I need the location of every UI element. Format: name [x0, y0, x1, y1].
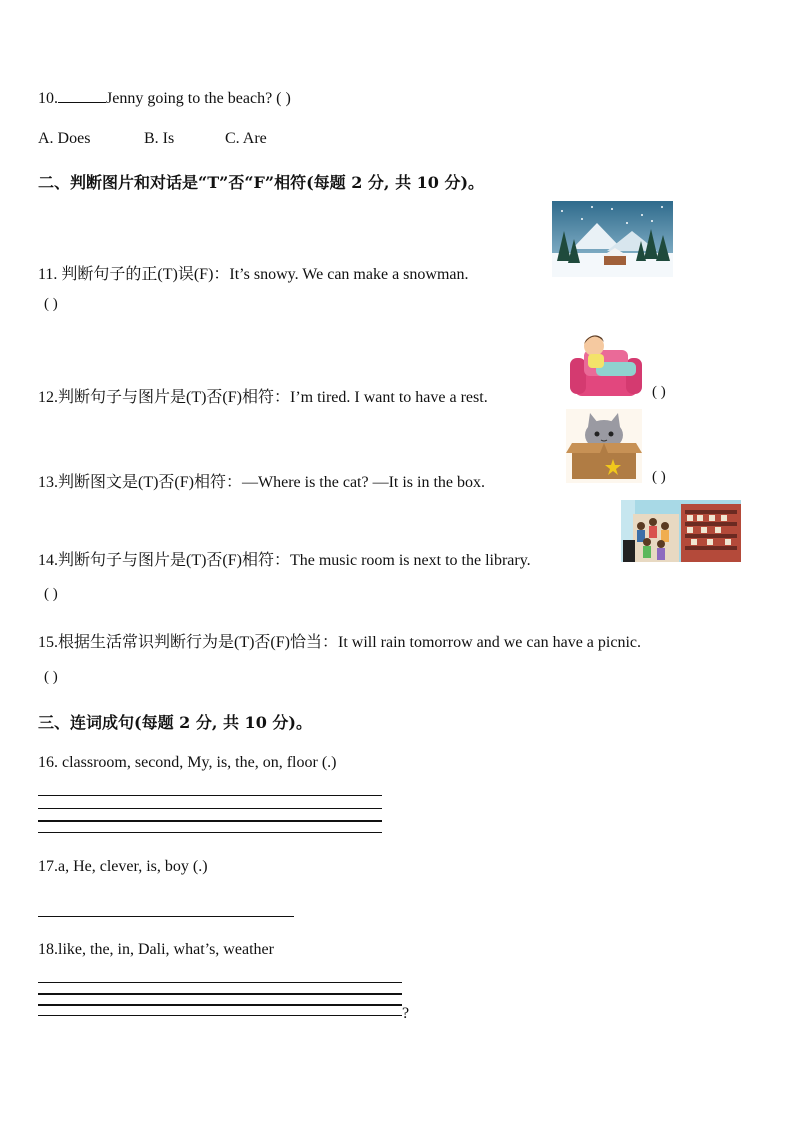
answer-paren-14[interactable]: ( )	[44, 586, 58, 602]
answer-line[interactable]	[38, 832, 382, 833]
answer-paren-15[interactable]: ( )	[44, 669, 58, 685]
answer-line[interactable]	[38, 916, 294, 917]
question-mark: ?	[402, 1005, 410, 1022]
question-17: 17.a, He, clever, is, boy (.)	[38, 858, 208, 875]
option-a: A. Does	[38, 130, 91, 147]
question-15: 15.根据生活常识判断行为是(T)否(F)恰当：It will rain tomorrow and we can have a picnic.	[38, 634, 641, 651]
question-10	[38, 88, 291, 108]
question-16: 16. classroom, second, My, is, the, on, floor (.)	[38, 754, 337, 771]
answer-line[interactable]	[38, 795, 382, 796]
answer-line[interactable]	[38, 982, 402, 983]
answer-paren-13[interactable]: ( )	[652, 469, 666, 485]
answer-blank[interactable]	[58, 88, 106, 103]
answer-line[interactable]	[38, 1004, 402, 1006]
question-18: 18.like, the, in, Dali, what’s, weather	[38, 941, 274, 958]
question-14: 14.判断句子与图片是(T)否(F)相符：The music room is next to the library.	[38, 552, 531, 569]
answer-line[interactable]	[38, 820, 382, 822]
section-2-heading: 二、判断图片和对话是“T”否“F”相符(每题 2 分, 共 10 分)。	[38, 173, 485, 192]
tired-person-armchair-image	[566, 328, 644, 402]
answer-line[interactable]	[38, 808, 382, 809]
music-room-library-image	[621, 500, 741, 562]
cat-in-box-image	[566, 409, 642, 483]
question-number: 10.	[38, 90, 58, 107]
question-text: Jenny going to the beach? ( )	[106, 90, 291, 107]
question-11: 11. 判断句子的正(T)误(F)：It’s snowy. We can make a snowman.	[38, 266, 469, 283]
answer-line[interactable]	[38, 993, 402, 995]
snowy-landscape-image	[552, 201, 673, 277]
question-13: 13.判断图文是(T)否(F)相符：—Where is the cat? —It is in the box.	[38, 474, 486, 491]
answer-paren-12[interactable]: ( )	[652, 384, 666, 400]
answer-line[interactable]	[38, 1015, 402, 1016]
section-3-heading: 三、连词成句(每题 2 分, 共 10 分)。	[38, 713, 312, 732]
option-c: C. Are	[225, 130, 267, 147]
option-b: B. Is	[144, 130, 175, 147]
answer-paren-11[interactable]: ( )	[44, 296, 58, 312]
question-12: 12.判断句子与图片是(T)否(F)相符：I’m tired. I want to have a rest.	[38, 389, 488, 406]
